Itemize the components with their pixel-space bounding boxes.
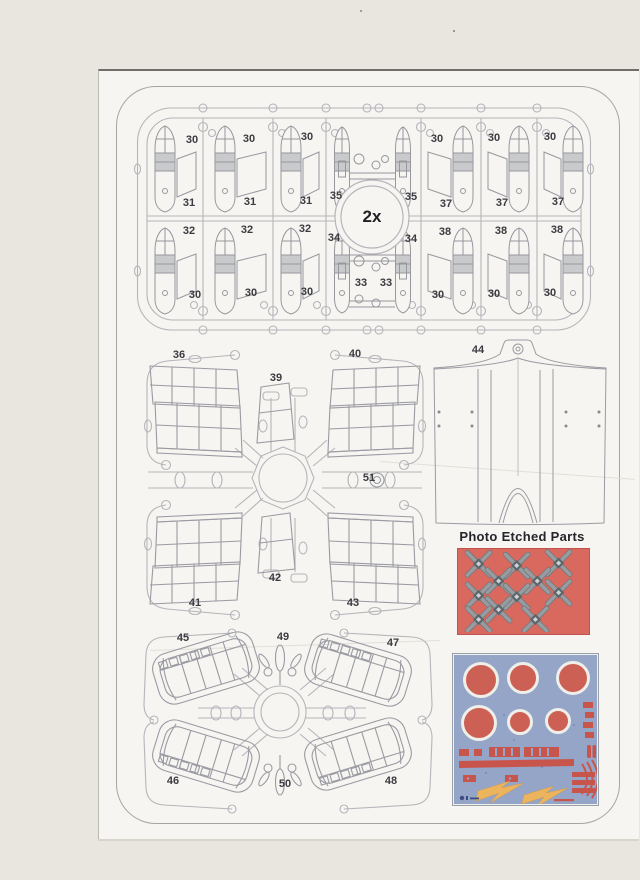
wing-panel-36 — [150, 366, 242, 457]
decal-sheet-print-area — [454, 655, 597, 804]
part-number-label-sprue-b: 40 — [348, 348, 362, 360]
part-number-label-sprue-c: 49 — [276, 631, 290, 643]
part-number-label-sprue-a: 35 — [404, 191, 418, 203]
wing-panel-41 — [150, 513, 242, 604]
part-number-label-sprue-a: 30 — [543, 131, 557, 143]
decal-roundel — [545, 708, 571, 734]
sprue-b-runners — [145, 351, 426, 620]
sprue-c-center-ring — [254, 686, 306, 738]
part-number-label-sprue-b: 43 — [346, 597, 360, 609]
part-number-label-sprue-a: 30 — [487, 288, 501, 300]
decal-small-codes — [583, 702, 594, 738]
decal-roundel — [507, 709, 533, 735]
part-number-label-sprue-a: 32 — [298, 223, 312, 235]
part-number-label-sprue-a: 38 — [438, 226, 452, 238]
part-number-label-sprue-a: 30 — [185, 134, 199, 146]
float-part — [509, 126, 529, 212]
part-number-label-sprue-c: 50 — [278, 778, 292, 790]
scan-speck — [360, 10, 362, 12]
decal-roundel — [463, 662, 499, 698]
part-number-label-sprue-b: 39 — [269, 372, 283, 384]
float-part — [281, 126, 301, 212]
part-number-label-sprue-b: 42 — [268, 572, 282, 584]
part-number-label-sprue-b: 36 — [172, 349, 186, 361]
quantity-marker: 2x — [362, 207, 382, 226]
float-part — [509, 228, 529, 314]
float-part — [215, 126, 235, 212]
part-number-label-sprue-a: 31 — [299, 195, 313, 207]
part-number-label-sprue-c: 45 — [176, 632, 190, 644]
float-part — [563, 228, 583, 314]
decal-roundel — [461, 705, 497, 741]
decal-long-stripe — [459, 759, 574, 768]
part-number-label-sprue-a: 32 — [240, 224, 254, 236]
decal-roundel — [507, 662, 539, 694]
float-part — [453, 126, 473, 212]
part-number-label-sprue-b: 51 — [362, 472, 376, 484]
scan-speck — [453, 30, 455, 32]
part-number-label-sprue-a: 34 — [327, 232, 341, 244]
part-number-label-sprue-a: 31 — [182, 197, 196, 209]
decal-roundel — [556, 661, 590, 695]
photo-etched-crosses — [458, 549, 587, 632]
part-number-label-sprue-a: 30 — [300, 131, 314, 143]
photo-etched-panel — [457, 548, 590, 635]
decal-sheet — [452, 653, 599, 806]
part-49-shape — [257, 645, 303, 685]
float-part — [155, 126, 175, 212]
part-number-label-sprue-a: 31 — [243, 196, 257, 208]
part-number-label-sprue-c: 47 — [386, 637, 400, 649]
decal-band-row — [459, 745, 596, 758]
part-44-diagram — [433, 336, 609, 528]
part-number-label-sprue-a: 33 — [379, 277, 393, 289]
part-number-label-sprue-a: 30 — [244, 287, 258, 299]
part-number-label-sprue-a: 30 — [430, 133, 444, 145]
part-44-outline — [434, 340, 606, 525]
cowling-panel-46 — [149, 716, 264, 796]
part-number-label-sprue-a: 34 — [404, 233, 418, 245]
float-part — [155, 228, 175, 314]
part-number-label-sprue-a: 35 — [329, 190, 343, 202]
wing-panel-40 — [328, 366, 420, 457]
part-number-label-sprue-a: 37 — [439, 198, 453, 210]
part-number-label-sprue-a: 38 — [494, 225, 508, 237]
part-number-label-sprue-a: 33 — [354, 277, 368, 289]
part-number-label-sprue-a: 30 — [300, 286, 314, 298]
float-part — [215, 228, 235, 314]
part-number-label-sprue-a: 37 — [495, 197, 509, 209]
photo-etched-heading: Photo Etched Parts — [459, 529, 585, 544]
part-number-label-sprue-a: 37 — [551, 196, 565, 208]
part-number-label-sprue-c: 48 — [384, 775, 398, 787]
part-number-label-sprue-b: 41 — [188, 597, 202, 609]
part-number-label-sprue-a: 38 — [550, 224, 564, 236]
part-number-label-sprue-c: 46 — [166, 775, 180, 787]
part-number-label-sprue-a: 30 — [188, 289, 202, 301]
part-44-rivets — [438, 411, 601, 428]
part-42-shape — [258, 513, 295, 573]
float-part — [563, 126, 583, 212]
float-part — [281, 228, 301, 314]
part-number-label-sprue-a: 32 — [182, 225, 196, 237]
sprue-b-diagram — [135, 340, 435, 630]
sprue-b-center-ring — [252, 447, 314, 509]
float-part — [453, 228, 473, 314]
cowling-panel-48 — [301, 714, 416, 794]
part-number-label-sprue-a: 30 — [431, 289, 445, 301]
part-number-label-sprue-a: 30 — [242, 133, 256, 145]
part-number-label-sprue-a: 30 — [543, 287, 557, 299]
cowling-panel-45 — [149, 628, 264, 708]
part-number-label-sprue-a: 30 — [487, 132, 501, 144]
part-number-label-part-44: 44 — [471, 344, 485, 356]
wing-panel-43 — [328, 513, 420, 604]
